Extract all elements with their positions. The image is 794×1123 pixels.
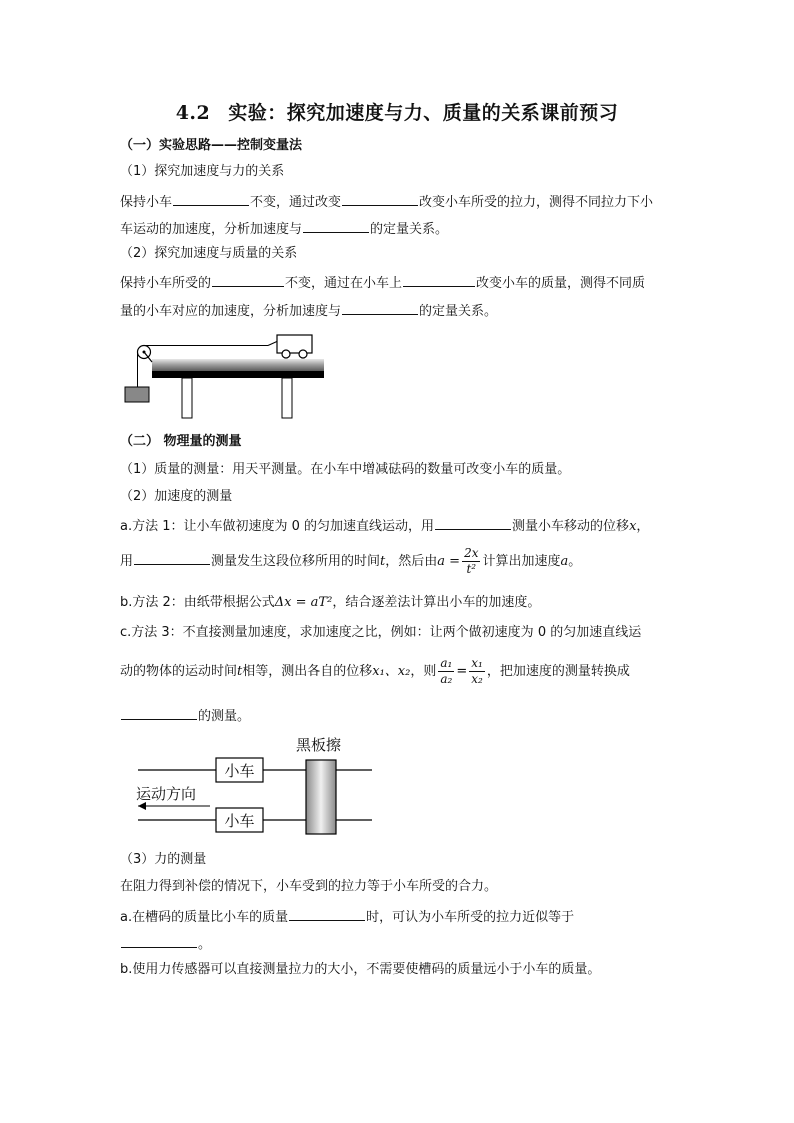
acceleration-heading: （2）加速度的测量	[120, 489, 233, 504]
text: 车运动的加速度，分析加速度与	[120, 222, 303, 237]
answer-blank[interactable]	[435, 515, 511, 530]
section1-heading: （一）实验思路——控制变量法	[120, 138, 303, 153]
denominator: x₂	[471, 672, 483, 686]
two-cart-diagram	[130, 732, 380, 840]
numerator: 2x	[464, 546, 479, 560]
answer-blank[interactable]	[121, 933, 197, 948]
numerator: a₁	[440, 656, 453, 670]
section1-para2-line1	[120, 272, 645, 293]
section1-para2-line2	[120, 300, 497, 321]
section2-heading: （二） 物理量的测量	[120, 434, 242, 449]
text: ，结合逐差法计算出小车的加速度。	[332, 595, 541, 610]
text: 测量发生这段位移所用的时间	[211, 554, 381, 569]
answer-blank[interactable]	[303, 218, 369, 233]
answer-blank[interactable]	[173, 191, 249, 206]
text: 。	[198, 937, 212, 952]
text: 改变小车的质量，测得不同质	[476, 276, 646, 291]
eraser-block	[306, 760, 336, 834]
force-heading: （3）力的测量	[120, 852, 207, 867]
text: ，把加速度的测量转换成	[486, 664, 630, 679]
pulley	[138, 346, 153, 363]
text: b.方法 2：由纸带根据公式	[120, 595, 275, 610]
equals-sign: =	[456, 664, 468, 679]
text: 测量小车移动的位移	[512, 519, 630, 534]
text: 不变，通过在小车上	[285, 276, 403, 291]
force-a-line2	[120, 933, 211, 954]
title-number: 4.2	[175, 102, 211, 124]
fraction-x1-x2	[469, 656, 485, 687]
text: 用	[120, 554, 134, 569]
text: 改变小车所受的拉力，测得不同拉力下小	[419, 195, 654, 210]
text: ，	[636, 519, 650, 534]
text: 计算出加速度	[482, 554, 561, 569]
method3-line1: c.方法 3：不直接测量加速度，求加速度之比，例如：让两个做初速度为 0 的匀加速直线运	[120, 625, 642, 640]
method3-line3	[120, 705, 250, 726]
text: 动的物体的运动时间	[120, 664, 238, 679]
page-title	[0, 98, 794, 125]
hanging-weight	[125, 387, 149, 402]
var-a: a	[560, 554, 569, 569]
fraction-a1-a2	[438, 656, 454, 687]
apparatus-figure	[120, 332, 330, 424]
formula-delta-x: Δx = aT²	[274, 595, 333, 610]
table-board	[152, 359, 324, 378]
denominator: a₂	[440, 672, 453, 686]
answer-blank[interactable]	[403, 272, 475, 287]
method2-line	[120, 594, 540, 612]
answer-blank[interactable]	[289, 906, 365, 921]
numerator: x₁	[471, 656, 483, 670]
section1-para1-line2	[120, 218, 448, 239]
answer-blank[interactable]	[134, 550, 210, 565]
table-legs	[182, 378, 292, 418]
text: 。	[568, 554, 582, 569]
denominator: t²	[466, 562, 477, 576]
text: 量的小车对应的加速度，分析加速度与	[120, 304, 342, 319]
method1-line2	[120, 542, 581, 582]
section1-sub1: （1）探究加速度与力的关系	[120, 164, 285, 179]
force-a-line1	[120, 906, 574, 927]
text: 时，可认为小车所受的拉力近似等于	[366, 910, 575, 925]
answer-blank[interactable]	[342, 191, 418, 206]
text: 保持小车	[120, 195, 173, 210]
var-t: t	[237, 664, 243, 679]
direction-label: 运动方向	[136, 785, 197, 803]
method3-line2	[120, 652, 630, 692]
text: a.方法 1：让小车做初速度为 0 的匀加速直线运动，用	[120, 519, 435, 534]
text: 的测量。	[198, 709, 251, 724]
mass-measurement: （1）质量的测量：用天平测量。在小车中增减砝码的数量可改变小车的质量。	[120, 462, 571, 477]
eraser-label: 黑板擦	[296, 736, 342, 754]
text: 的定量关系。	[419, 304, 498, 319]
force-intro: 在阻力得到补偿的情况下，小车受到的拉力等于小车所受的合力。	[120, 879, 498, 894]
text: 的定量关系。	[370, 222, 449, 237]
section1-sub2: （2）探究加速度与质量的关系	[120, 246, 298, 261]
fraction-2x-over-t2	[462, 546, 480, 577]
text: a.在槽码的质量比小车的质量	[120, 910, 289, 925]
var-x1-x2: x₁、x₂	[372, 664, 411, 679]
answer-blank[interactable]	[121, 705, 197, 720]
text: 相等，测出各自的位移	[242, 664, 373, 679]
force-b-line: b.使用力传感器可以直接测量拉力的大小，不需要使槽码的质量远小于小车的质量。	[120, 962, 601, 977]
text: 保持小车所受的	[120, 276, 212, 291]
answer-blank[interactable]	[342, 300, 418, 315]
cart-top-label: 小车	[224, 762, 255, 780]
section1-para1-line1	[120, 191, 653, 212]
text: ，然后由	[385, 554, 438, 569]
direction-arrow-head	[138, 802, 146, 810]
text: ，则	[410, 664, 437, 679]
cart	[268, 335, 312, 358]
var-t: t	[380, 554, 386, 569]
answer-blank[interactable]	[212, 272, 284, 287]
method1-line1	[120, 515, 649, 536]
title-text: 实验：探究加速度与力、质量的关系课前预习	[228, 102, 619, 124]
cart-bottom-label: 小车	[224, 812, 255, 830]
formula-lhs: a =	[437, 554, 461, 569]
var-x: x	[629, 519, 637, 534]
text: 不变，通过改变	[250, 195, 342, 210]
